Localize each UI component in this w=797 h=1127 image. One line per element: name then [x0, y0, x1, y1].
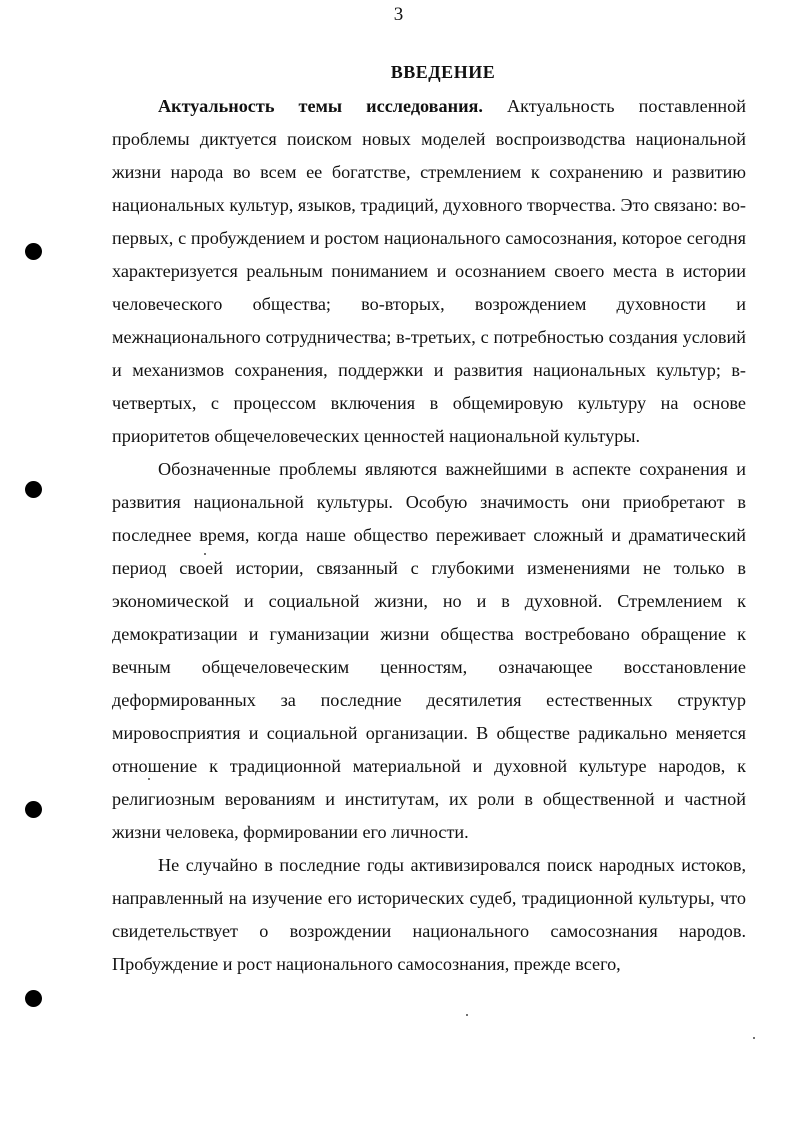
paragraph-text: Актуальность поставленной проблемы диктуется поиском новых моделей воспроизводства национальной жизни народа во всем ее богатстве, стремлением к сохранению и развитию национальных культур, языков, традиций, духовного творчества. Это связано: во-первых, с пробуждением и ростом национального самосознания, которое сегодня характеризуется реальным пониманием и осознанием своего места в истории человеческого общества; во-вторых, возрождением духовности и межнационального сотрудничества; в-третьих, с потребностью создания условий и механизмов сохранения, поддержки и развития национальных культур; в-четвертых, с процессом включения в общемировую культуру на основе приоритетов общечеловеческих ценностей национальной культуры.: [112, 96, 746, 446]
punch-hole: [25, 243, 42, 260]
paragraph-national-roots: [112, 849, 746, 981]
paragraph-text: Не случайно в последние годы активизировался поиск народных истоков, направленный на изучение его исторических судеб, традиционной культуры, что свидетельствует о возрождении национального самосознания народов. Пробуждение и рост национального самосознания, прежде всего,: [112, 855, 746, 974]
paragraph-problems: [112, 453, 746, 849]
document-body: [112, 90, 746, 981]
punch-hole: [25, 990, 42, 1007]
scan-speck: [148, 778, 150, 780]
page-title: ВВЕДЕНИЕ: [390, 62, 496, 82]
page-number: 3: [393, 4, 404, 25]
punch-hole: [25, 801, 42, 818]
paragraph-text: Обозначенные проблемы являются важнейшими в аспекте сохранения и развития национальной культуры. Особую значимость они приобретают в последнее время, когда наше общество переживает сложный и драматический период своей истории, связанный с глубокими изменениями не только в экономической и социальной жизни, но и в духовной. Стремлением к демократизации и гуманизации жизни общества востребовано обращение к вечным общечеловеческим ценностям, означающее восстановление деформированных за последние десятилетия естественных структур мировосприятия и социальной организации. В обществе радикально меняется отношение к традиционной материальной и духовной культуре народов, к религиозным верованиям и институтам, их роли в общественной и частной жизни человека, формировании его личности.: [112, 459, 746, 842]
punch-hole: [25, 481, 42, 498]
scan-speck: [753, 1037, 755, 1039]
paragraph-lead: Актуальность темы исследования.: [158, 96, 483, 116]
scan-speck: [204, 553, 206, 555]
scan-speck: [466, 1014, 468, 1016]
paragraph-relevance: [112, 90, 746, 453]
